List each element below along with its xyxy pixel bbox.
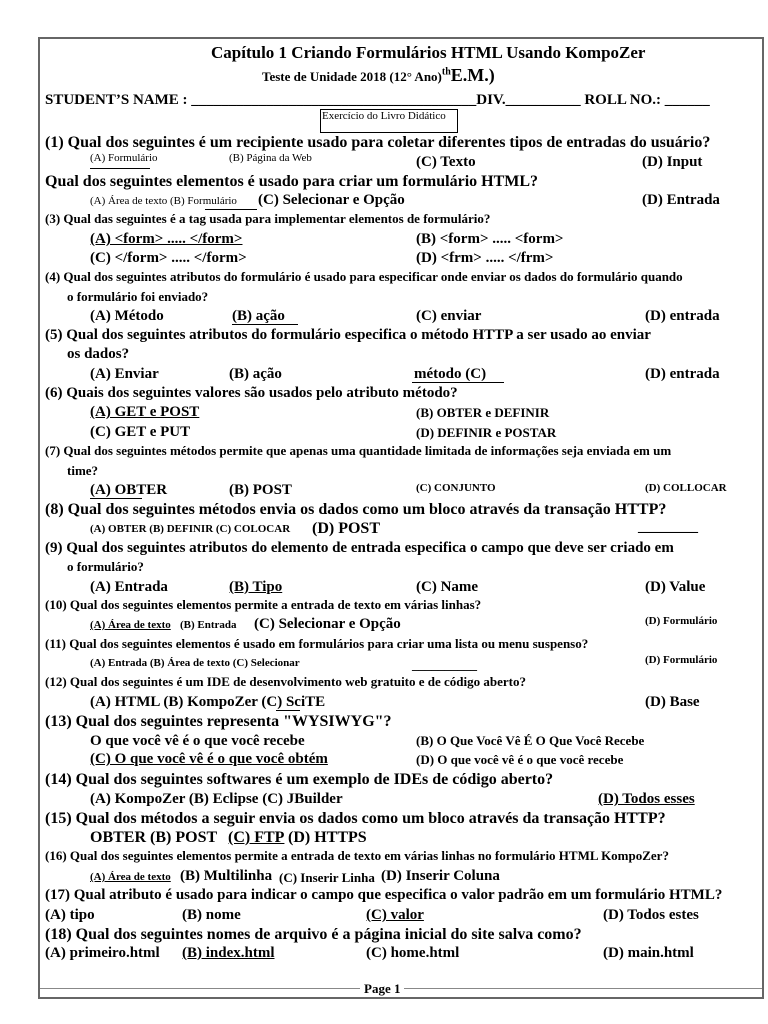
question-14: (14) Qual dos seguintes softwares é um exemplo de IDEs de código aberto? — [45, 771, 554, 788]
q17-option-a: (A) tipo — [45, 907, 95, 923]
q18-option-d: (D) main.html — [603, 945, 694, 961]
q16-option-c: (C) Inserir Linha — [279, 870, 375, 885]
q2-option-ab: (A) Área de texto (B) Formulário — [90, 195, 237, 207]
q3-option-c: (C) </form> ..... </form> — [90, 250, 247, 266]
q15-option-c: (C) FTP — [228, 829, 285, 846]
question-1: (1) Qual dos seguintes é um recipiente usado para coletar diferentes tipos de entradas do usuário? — [45, 134, 711, 151]
q12-answer-underline — [276, 710, 300, 711]
q13-option-d: (D) O que você vê é o que você recebe — [416, 752, 624, 767]
q15-option-ab: OBTER (B) POST — [90, 829, 218, 846]
subtitle-text: Teste de Unidade 2018 (12° Ano) — [262, 69, 442, 84]
q10-option-b: (B) Entrada — [180, 619, 237, 631]
question-5-line1: (5) Qual dos seguintes atributos do formulário especifica o método HTTP a ser usado ao enviar — [45, 327, 651, 343]
question-4-line2: o formulário foi enviado? — [67, 289, 209, 304]
q14-option-abc: (A) KompoZer (B) Eclipse (C) JBuilder — [90, 791, 343, 807]
question-7-line2: time? — [67, 463, 99, 478]
page-title: Capítulo 1 Criando Formulários HTML Usando KompoZer — [211, 43, 646, 62]
q11-option-abc: (A) Entrada (B) Área de texto (C) Selecionar — [90, 657, 300, 669]
q5-option-d: (D) entrada — [645, 366, 720, 382]
question-16: (16) Qual dos seguintes elementos permite a entrada de texto em várias linhas no formulário HTML KompoZer? — [45, 848, 669, 863]
q15-option-d: (D) HTTPS — [288, 829, 367, 846]
q7-option-c: (C) CONJUNTO — [416, 482, 496, 494]
question-9-line2: o formulário? — [67, 559, 144, 574]
student-name-line: STUDENT’S NAME : ______________________________________DIV.__________ ROLL NO.: ______ — [45, 92, 710, 108]
q18-option-a: (A) primeiro.html — [45, 945, 160, 961]
subtitle — [262, 66, 495, 85]
subtitle-em: E.M.) — [450, 65, 495, 85]
q3-option-b: (B) <form> ..... <form> — [416, 231, 564, 247]
question-4-line1: (4) Qual dos seguintes atributos do formulário é usado para especificar onde enviar os dados do formulário quando — [45, 269, 683, 284]
q9-option-a: (A) Entrada — [90, 579, 168, 595]
q16-option-a: (A) Área de texto — [90, 871, 171, 883]
page-number: Page 1 — [360, 982, 404, 995]
q17-option-d: (D) Todos estes — [603, 907, 699, 923]
q16-option-b: (B) Multilinha — [180, 868, 273, 884]
question-2: Qual dos seguintes elementos é usado para criar um formulário HTML? — [45, 173, 539, 190]
q6-option-d: (D) DEFINIR e POSTAR — [416, 425, 557, 440]
q12-option-abc: (A) HTML (B) KompoZer (C) SciTE — [90, 694, 326, 710]
question-9-line1: (9) Qual dos seguintes atributos do elemento de entrada especifica o campo que deve ser criado em — [45, 540, 674, 556]
question-10: (10) Qual dos seguintes elementos permite a entrada de texto em várias linhas? — [45, 597, 482, 612]
q8-option-abc: (A) OBTER (B) DEFINIR (C) COLOCAR — [90, 523, 291, 535]
book-exercise-label: Exercício do Livro Didático — [322, 110, 446, 122]
q13-option-b: (B) O Que Você Vê É O Que Você Recebe — [416, 733, 645, 748]
q2-option-c: (C) Selecionar e Opção — [258, 192, 405, 208]
question-12: (12) Qual dos seguintes é um IDE de desenvolvimento web gratuito e de código aberto? — [45, 674, 526, 689]
q4-option-a: (A) Método — [90, 308, 164, 324]
q5-option-a: (A) Enviar — [90, 366, 159, 382]
q14-option-d: (D) Todos esses — [598, 791, 695, 807]
q2-answer-underline — [205, 209, 257, 210]
q4-option-d: (D) entrada — [645, 308, 720, 324]
q8-option-d: (D) POST — [312, 520, 380, 537]
q7-option-d: (D) COLLOCAR — [645, 482, 727, 494]
q18-option-c: (C) home.html — [366, 945, 460, 961]
q6-option-b: (B) OBTER e DEFINIR — [416, 405, 550, 420]
q4-option-c: (C) enviar — [416, 308, 482, 324]
q17-option-b: (B) nome — [182, 907, 241, 923]
q2-option-d: (D) Entrada — [642, 192, 720, 208]
q9-option-b: (B) Tipo — [229, 579, 283, 595]
q5-answer-underline — [412, 382, 504, 383]
q3-option-d: (D) <frm> ..... </frm> — [416, 250, 554, 266]
q5-option-c: método (C) — [414, 366, 487, 382]
question-15: (15) Qual dos métodos a seguir envia os dados como um bloco através da transação HTTP? — [45, 810, 666, 827]
q1-option-c: (C) Texto — [416, 154, 476, 170]
q9-option-d: (D) Value — [645, 579, 706, 595]
q5-option-b: (B) ação — [229, 366, 282, 382]
question-13: (13) Qual dos seguintes representa "WYSIWYG"? — [45, 713, 392, 730]
q11-option-d: (D) Formulário — [645, 654, 718, 666]
question-6: (6) Quais dos seguintes valores são usados pelo atributo método? — [45, 385, 458, 401]
q13-option-c: (C) O que você vê é o que você obtém — [90, 751, 328, 767]
q7-answer-underline — [90, 498, 142, 499]
q3-option-a: (A) <form> ..... </form> — [90, 231, 243, 247]
q16-option-d: (D) Inserir Coluna — [381, 868, 500, 884]
q17-option-c: (C) valor — [366, 907, 424, 923]
q12-option-d: (D) Base — [645, 694, 700, 710]
question-18: (18) Qual dos seguintes nomes de arquivo é a página inicial do site salva como? — [45, 926, 582, 943]
question-17: (17) Qual atributo é usado para indicar o campo que especifica o valor padrão em um formulário HTML? — [45, 887, 723, 903]
q7-option-a: (A) OBTER — [90, 482, 168, 498]
q1-answer-underline — [90, 168, 150, 169]
question-7-line1: (7) Qual dos seguintes métodos permite que apenas uma quantidade limitada de informações seja enviada em um — [45, 443, 672, 458]
q1-option-a: (A) Formulário — [90, 152, 158, 164]
q9-option-c: (C) Name — [416, 579, 479, 595]
q18-option-b: (B) index.html — [182, 945, 275, 961]
q10-option-a: (A) Área de texto — [90, 619, 171, 631]
q10-option-d: (D) Formulário — [645, 615, 718, 627]
q1-option-d: (D) Input — [642, 154, 703, 170]
q11-answer-blank: __________ — [412, 657, 477, 672]
question-11: (11) Qual dos seguintes elementos é usado em formulários para criar uma lista ou menu suspenso? — [45, 636, 589, 651]
q4-option-b: (B) ação — [232, 308, 285, 324]
q13-option-a: O que você vê é o que você recebe — [90, 733, 305, 749]
q7-option-b: (B) POST — [229, 482, 292, 498]
question-5-line2: os dados? — [67, 346, 130, 362]
q4-answer-underline — [232, 324, 298, 325]
question-3: (3) Qual das seguintes é a tag usada para implementar elementos de formulário? — [45, 211, 491, 226]
q1-option-b: (B) Página da Web — [229, 152, 312, 164]
q6-option-c: (C) GET e PUT — [90, 424, 191, 440]
q10-option-c: (C) Selecionar e Opção — [254, 616, 401, 632]
q6-option-a: (A) GET e POST — [90, 404, 200, 420]
question-8: (8) Qual dos seguintes métodos envia os dados como um bloco através da transação HTTP? — [45, 501, 667, 518]
subtitle-sup: th — [441, 66, 451, 78]
q8-answer-blank: ________ — [638, 519, 698, 535]
